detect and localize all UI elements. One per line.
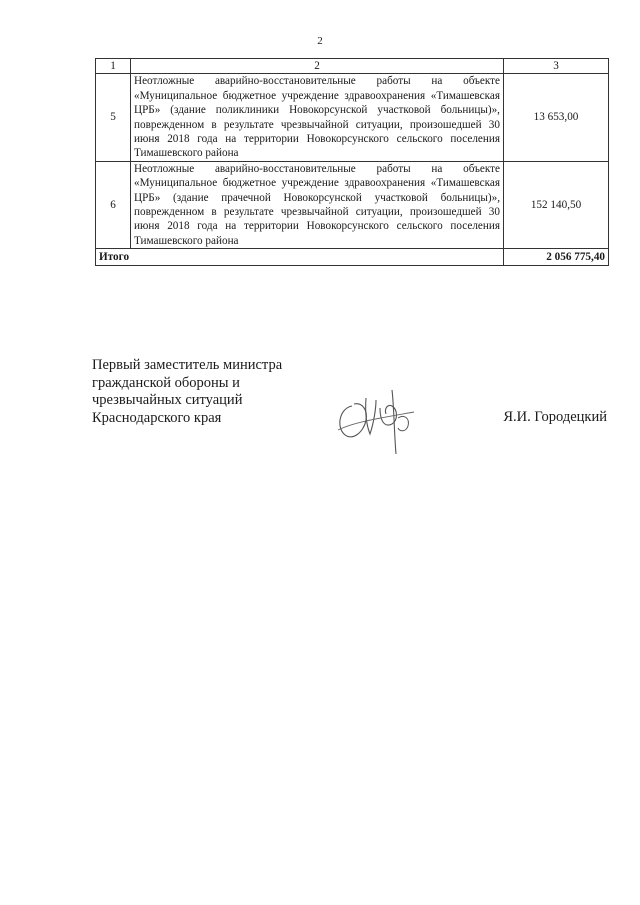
- description-line: «Тимашевская ЦРБ» (здание поликлиники Новокорсунской: [134, 89, 500, 117]
- table-row: [96, 74, 609, 161]
- description-line: Тимашевского района: [134, 234, 239, 247]
- header-col-3: 3: [504, 59, 609, 74]
- page-number: 2: [317, 35, 323, 47]
- description-line: участковой больницы)», поврежденном в результате: [134, 191, 500, 219]
- position-line: чрезвычайных ситуаций: [92, 392, 243, 408]
- works-table: [95, 58, 609, 266]
- description-line: территории Новокорсунского сельского поселения: [243, 133, 501, 146]
- description-line: «Муниципальное бюджетное учреждение здравоохранения: [134, 89, 426, 102]
- description-line: территории Новокорсунского сельского поселения: [243, 220, 501, 233]
- total-label: Итого: [96, 249, 504, 266]
- description-line: Неотложные аварийно-восстановительные работы на объекте: [134, 162, 500, 175]
- row-number: 6: [96, 161, 131, 248]
- position-line: гражданской обороны и: [92, 374, 240, 391]
- total-amount: 2 056 775,40: [504, 249, 609, 266]
- table-header-row: [96, 59, 609, 74]
- total-row: [96, 249, 609, 266]
- description-line: Тимашевского района: [134, 147, 239, 160]
- position-line: Краснодарского края: [92, 409, 222, 426]
- row-description: [131, 161, 504, 248]
- description-line: Неотложные аварийно-восстановительные работы на объекте: [134, 75, 500, 88]
- table-row: [96, 161, 609, 248]
- description-line: «Тимашевская ЦРБ» (здание прачечной Новокорсунской: [134, 177, 500, 204]
- description-line: участковой больницы)», поврежденном в результате: [134, 104, 500, 131]
- signatory-name: Я.И. Городецкий: [503, 409, 607, 425]
- header-col-2: 2: [131, 59, 504, 74]
- position-line: Первый заместитель министра: [92, 357, 283, 373]
- row-amount: 13 653,00: [504, 74, 609, 161]
- header-col-1: 1: [96, 59, 131, 74]
- row-amount: 152 140,50: [504, 161, 609, 248]
- row-description: [131, 74, 504, 161]
- description-line: чрезвычайной ситуации, произошедшей 30 июня 2018 года на: [134, 118, 500, 146]
- handwritten-signature: [332, 378, 422, 458]
- signatory-position: [92, 357, 282, 427]
- description-line: «Муниципальное бюджетное учреждение здравоохранения: [134, 177, 426, 190]
- description-line: чрезвычайной ситуации, произошедшей 30 июня 2018 года на: [134, 206, 500, 233]
- row-number: 5: [96, 74, 131, 161]
